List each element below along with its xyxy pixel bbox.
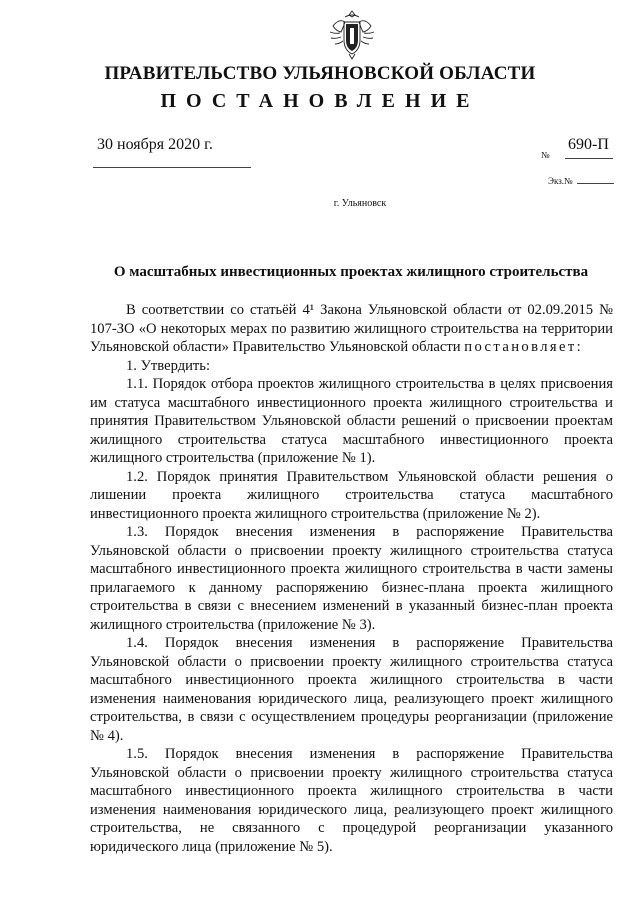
date-underline [93,167,251,168]
copy-number-label: Экз.№ [548,176,573,186]
coat-of-arms-emblem [327,8,377,60]
item-1-4: 1.4. Порядок внесения изменения в распоряжение Правительства Ульяновской области о присвоении проекту жилищного строительства статуса масштабного инвестиционного проекта жилищного строительства в части изменения наименования юридического лица, реализующего проект жилищного строительства, в связи с осуществлением процедуры реорганизации (приложение № 4). [90,635,613,744]
number-underline [565,158,613,159]
item-1: 1. Утвердить: [126,357,211,374]
document-subject: О масштабных инвестиционных проектах жилищного строительства [113,264,589,280]
preamble-paragraph [90,301,613,357]
number-label: № [541,150,550,160]
resolves-word: постановляет: [464,339,584,355]
item-1-2: 1.2. Порядок принятия Правительством Ульяновской области решения о лишении проекта жилищного строительства статуса масштабного инвестиционного проекта жилищного строительства (приложение № 2). [90,468,613,522]
item-1-1: 1.1. Порядок отбора проектов жилищного строительства в целях присвоения им статуса масштабного инвестиционного проекта жилищного строительства и принятия Правительством Ульяновской области решений о присвоении проектам жилищного строительства статуса масштабного инвестиционного проекта жилищного строительства (приложение № 1). [90,376,613,466]
city-name: г. Ульяновск [333,198,387,209]
document-body [90,301,613,856]
preamble-text: В соответствии со статьёй 4¹ Закона Ульяновской области от 02.09.2015 № 107-ЗО «О некоторых мерах по развитию жилищного строительства на территории Ульяновской области» Правительство Ульяновской области [90,302,613,355]
government-title: ПРАВИТЕЛЬСТВО УЛЬЯНОВСКОЙ ОБЛАСТИ [104,63,536,84]
item-1-5: 1.5. Порядок внесения изменения в распоряжение Правительства Ульяновской области о присвоении проекту жилищного строительства статуса масштабного инвестиционного проекта жилищного строительства в части изменения наименования юридического лица, реализующего проект жилищного строительства, не связанного с процедурой реорганизации указанного юридического лица (приложение № 5). [90,746,613,855]
copy-number-underline [577,183,614,184]
document-number: 690-П [568,136,609,153]
document-type-title: ПОСТАНОВЛЕНИЕ [160,90,480,112]
item-1-3: 1.3. Порядок внесения изменения в распоряжение Правительства Ульяновской области о присвоении проекту жилищного строительства статуса масштабного инвестиционного проекта жилищного строительства в части замены прилагаемого к данному распоряжению бизнес-плана проекта жилищного строительства в связи с внесением изменений в указанный бизнес-план проекта жилищного строительства (приложение № 3). [90,524,613,633]
document-date: 30 ноября 2020 г. [97,136,213,153]
